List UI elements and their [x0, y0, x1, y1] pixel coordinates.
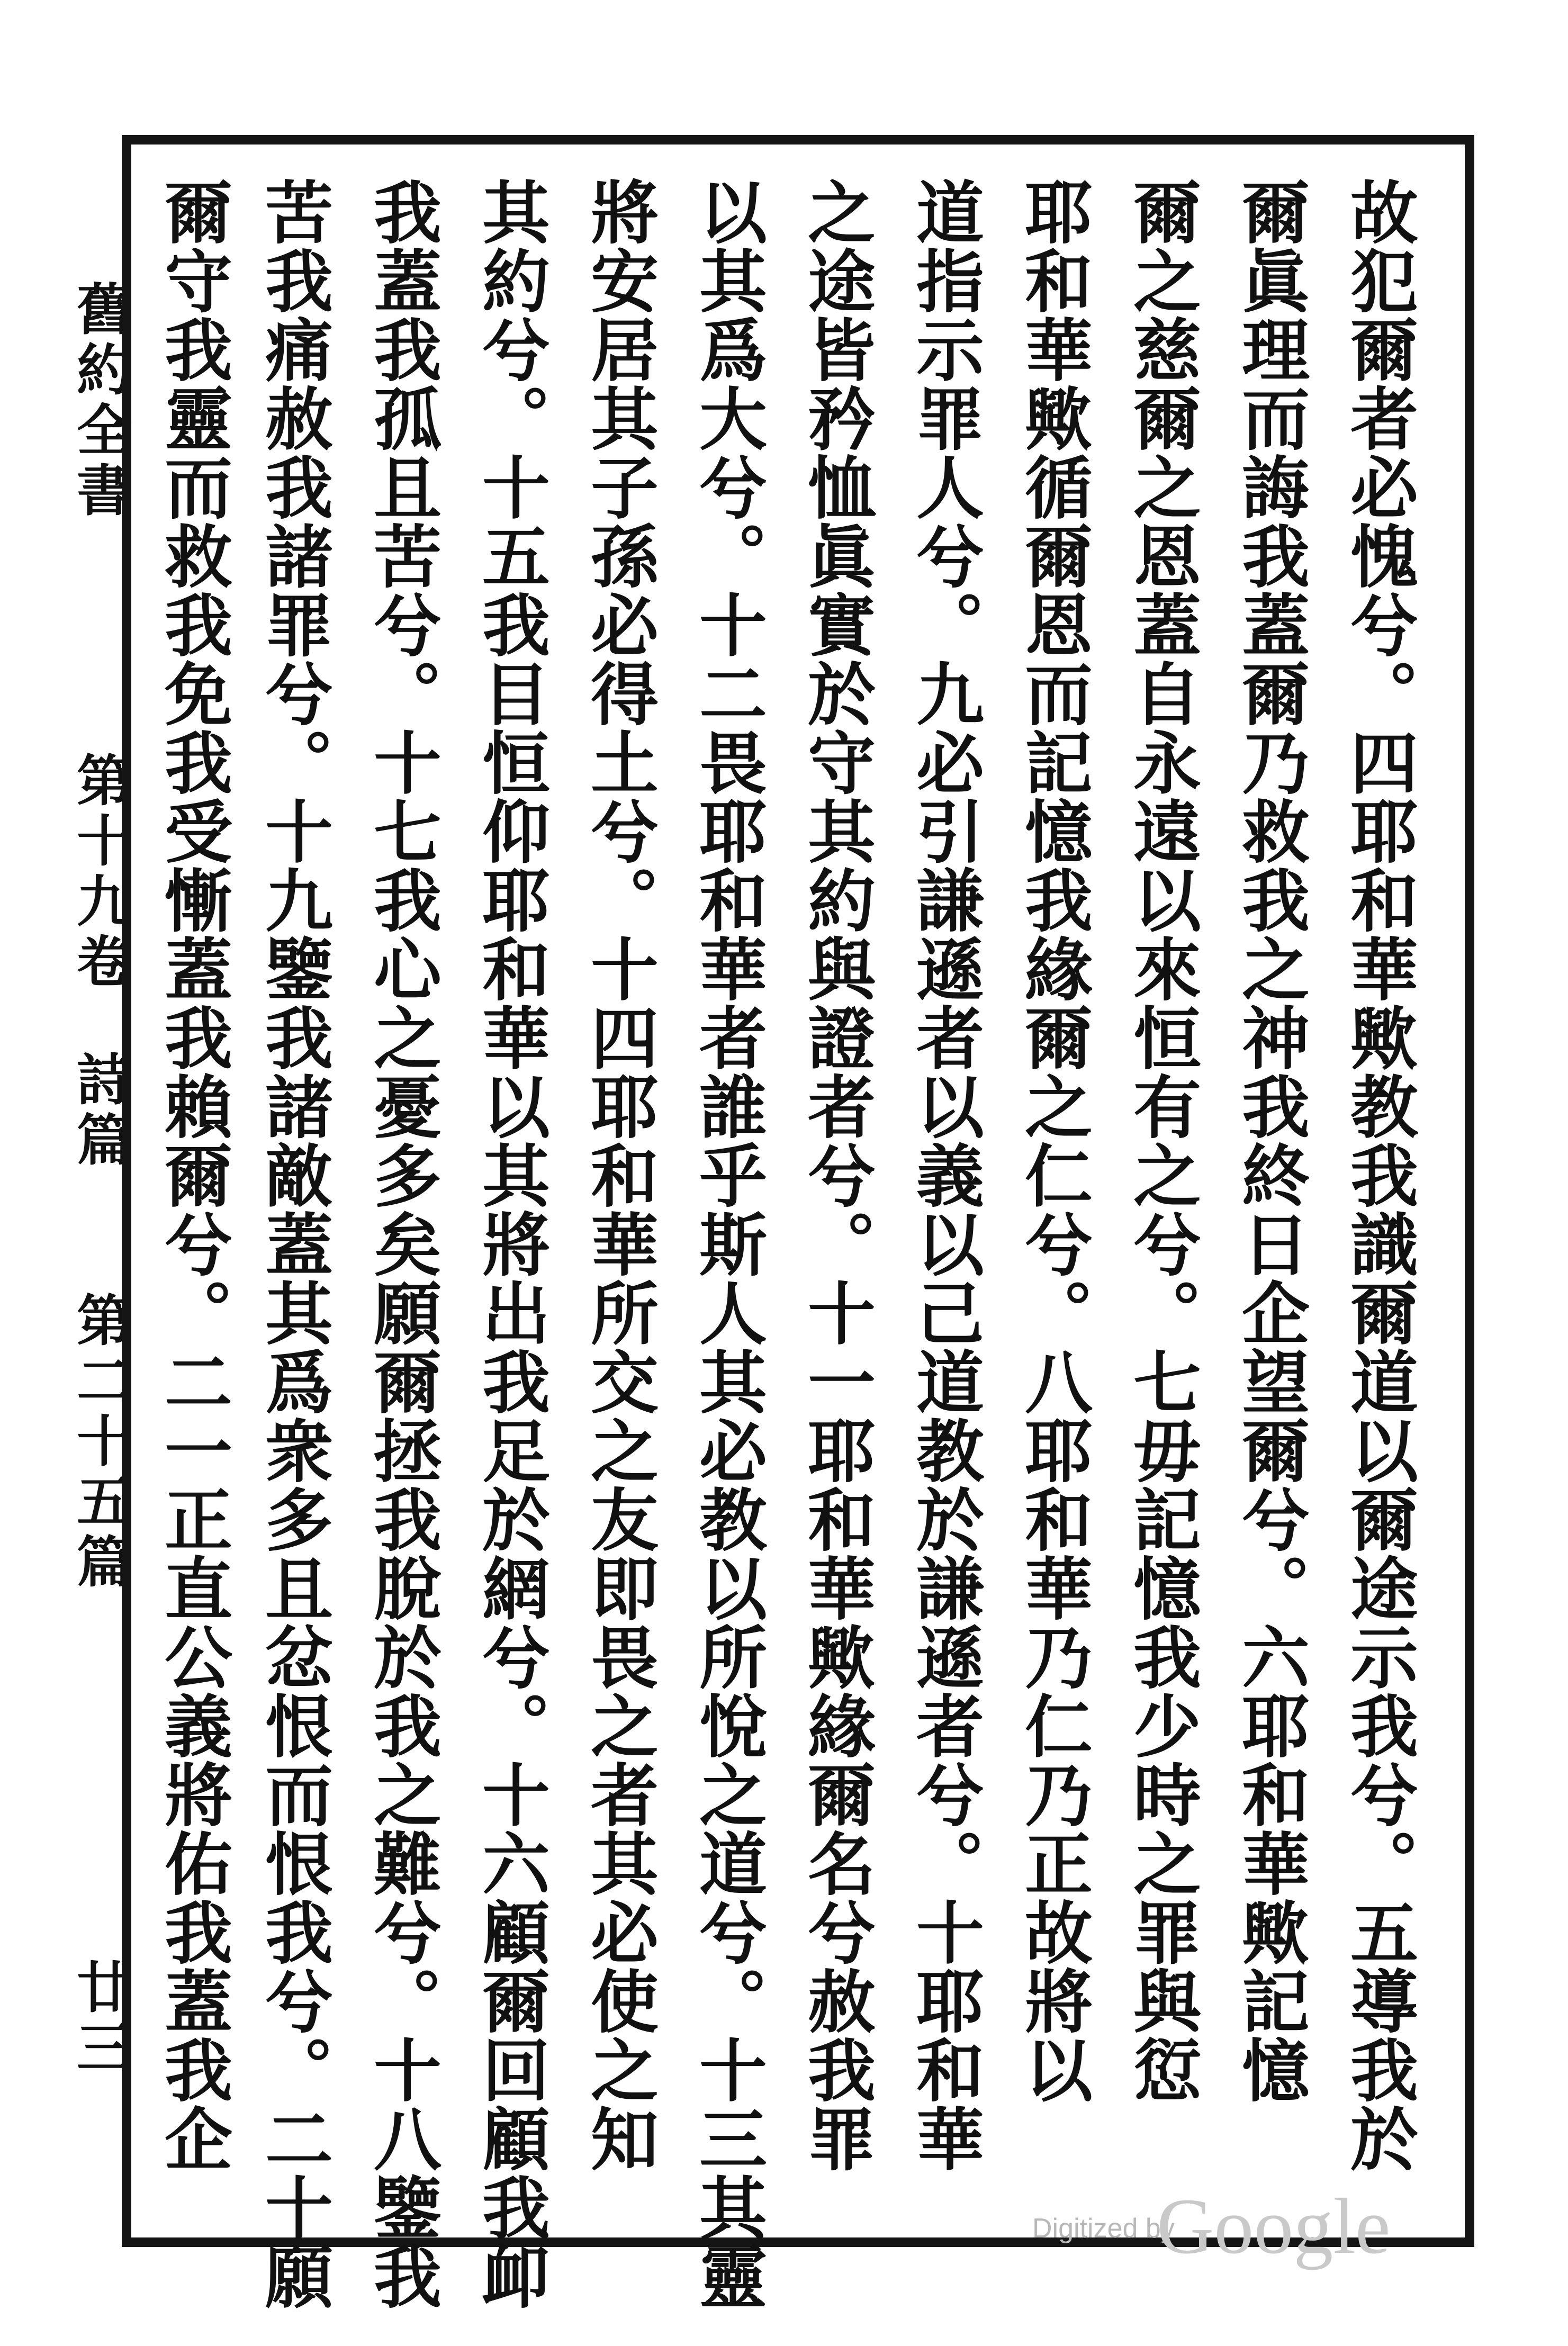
- page-number: 廿三: [67, 1959, 132, 2079]
- text-column-3: 爾之慈爾之恩蓋自永遠以來恒有之兮。七毋記憶我少時之罪與愆: [1122, 177, 1201, 2104]
- text-column-4: 耶和華歟循爾恩而記憶我緣爾之仁兮。八耶和華乃仁乃正故將以: [1013, 177, 1093, 2104]
- text-column-5: 道指示罪人兮。九必引謙遜者以義以己道教於謙遜者兮。十耶和華: [905, 177, 984, 2173]
- page-margin-header: [37, 0, 132, 2346]
- text-column-7: 以其爲大兮。十二畏耶和華者誰乎斯人其必教以所悅之道兮。十三其靈: [688, 177, 767, 2311]
- watermark-prefix: Digitized by: [1032, 2213, 1175, 2244]
- text-column-8: 將安居其子孫必得土兮。十四耶和華所交之友即畏之者其必使之知: [579, 177, 659, 2173]
- text-column-10: 我蓋我孤且苦兮。十七我心之憂多矣願爾拯我脫於我之難兮。十八鑒我: [362, 177, 441, 2311]
- digitized-watermark: [1032, 2176, 1391, 2271]
- text-column-11: 苦我痛赦我諸罪兮。十九鑒我諸敵蓋其爲衆多且忿恨而恨我兮。二十願: [254, 177, 333, 2311]
- chapter-label: 第二十五篇: [67, 1292, 132, 1593]
- watermark-brand: Google: [1157, 2182, 1391, 2270]
- volume-label: 第十九卷: [67, 752, 132, 993]
- text-column-9: 其約兮。十五我目恒仰耶和華以其將出我足於網兮。十六顧爾回顧我卹: [471, 177, 550, 2311]
- text-column-12: 爾守我靈而救我免我受慚蓋我賴爾兮。二一正直公義將佑我蓋我企: [153, 177, 232, 2173]
- text-column-2: 爾眞理而誨我蓋爾乃救我之神我終日企望爾兮。六耶和華歟記憶: [1230, 177, 1310, 2104]
- text-column-6: 之途皆矜恤眞實於守其約與證者兮。十一耶和華歟緣爾名兮赦我罪: [796, 177, 876, 2173]
- section-label: 詩篇: [67, 1051, 132, 1171]
- book-title: 舊約全書: [67, 281, 132, 522]
- text-column-1: 故犯爾者必愧兮。四耶和華歟教我識爾道以爾途示我兮。五導我於: [1339, 177, 1418, 2173]
